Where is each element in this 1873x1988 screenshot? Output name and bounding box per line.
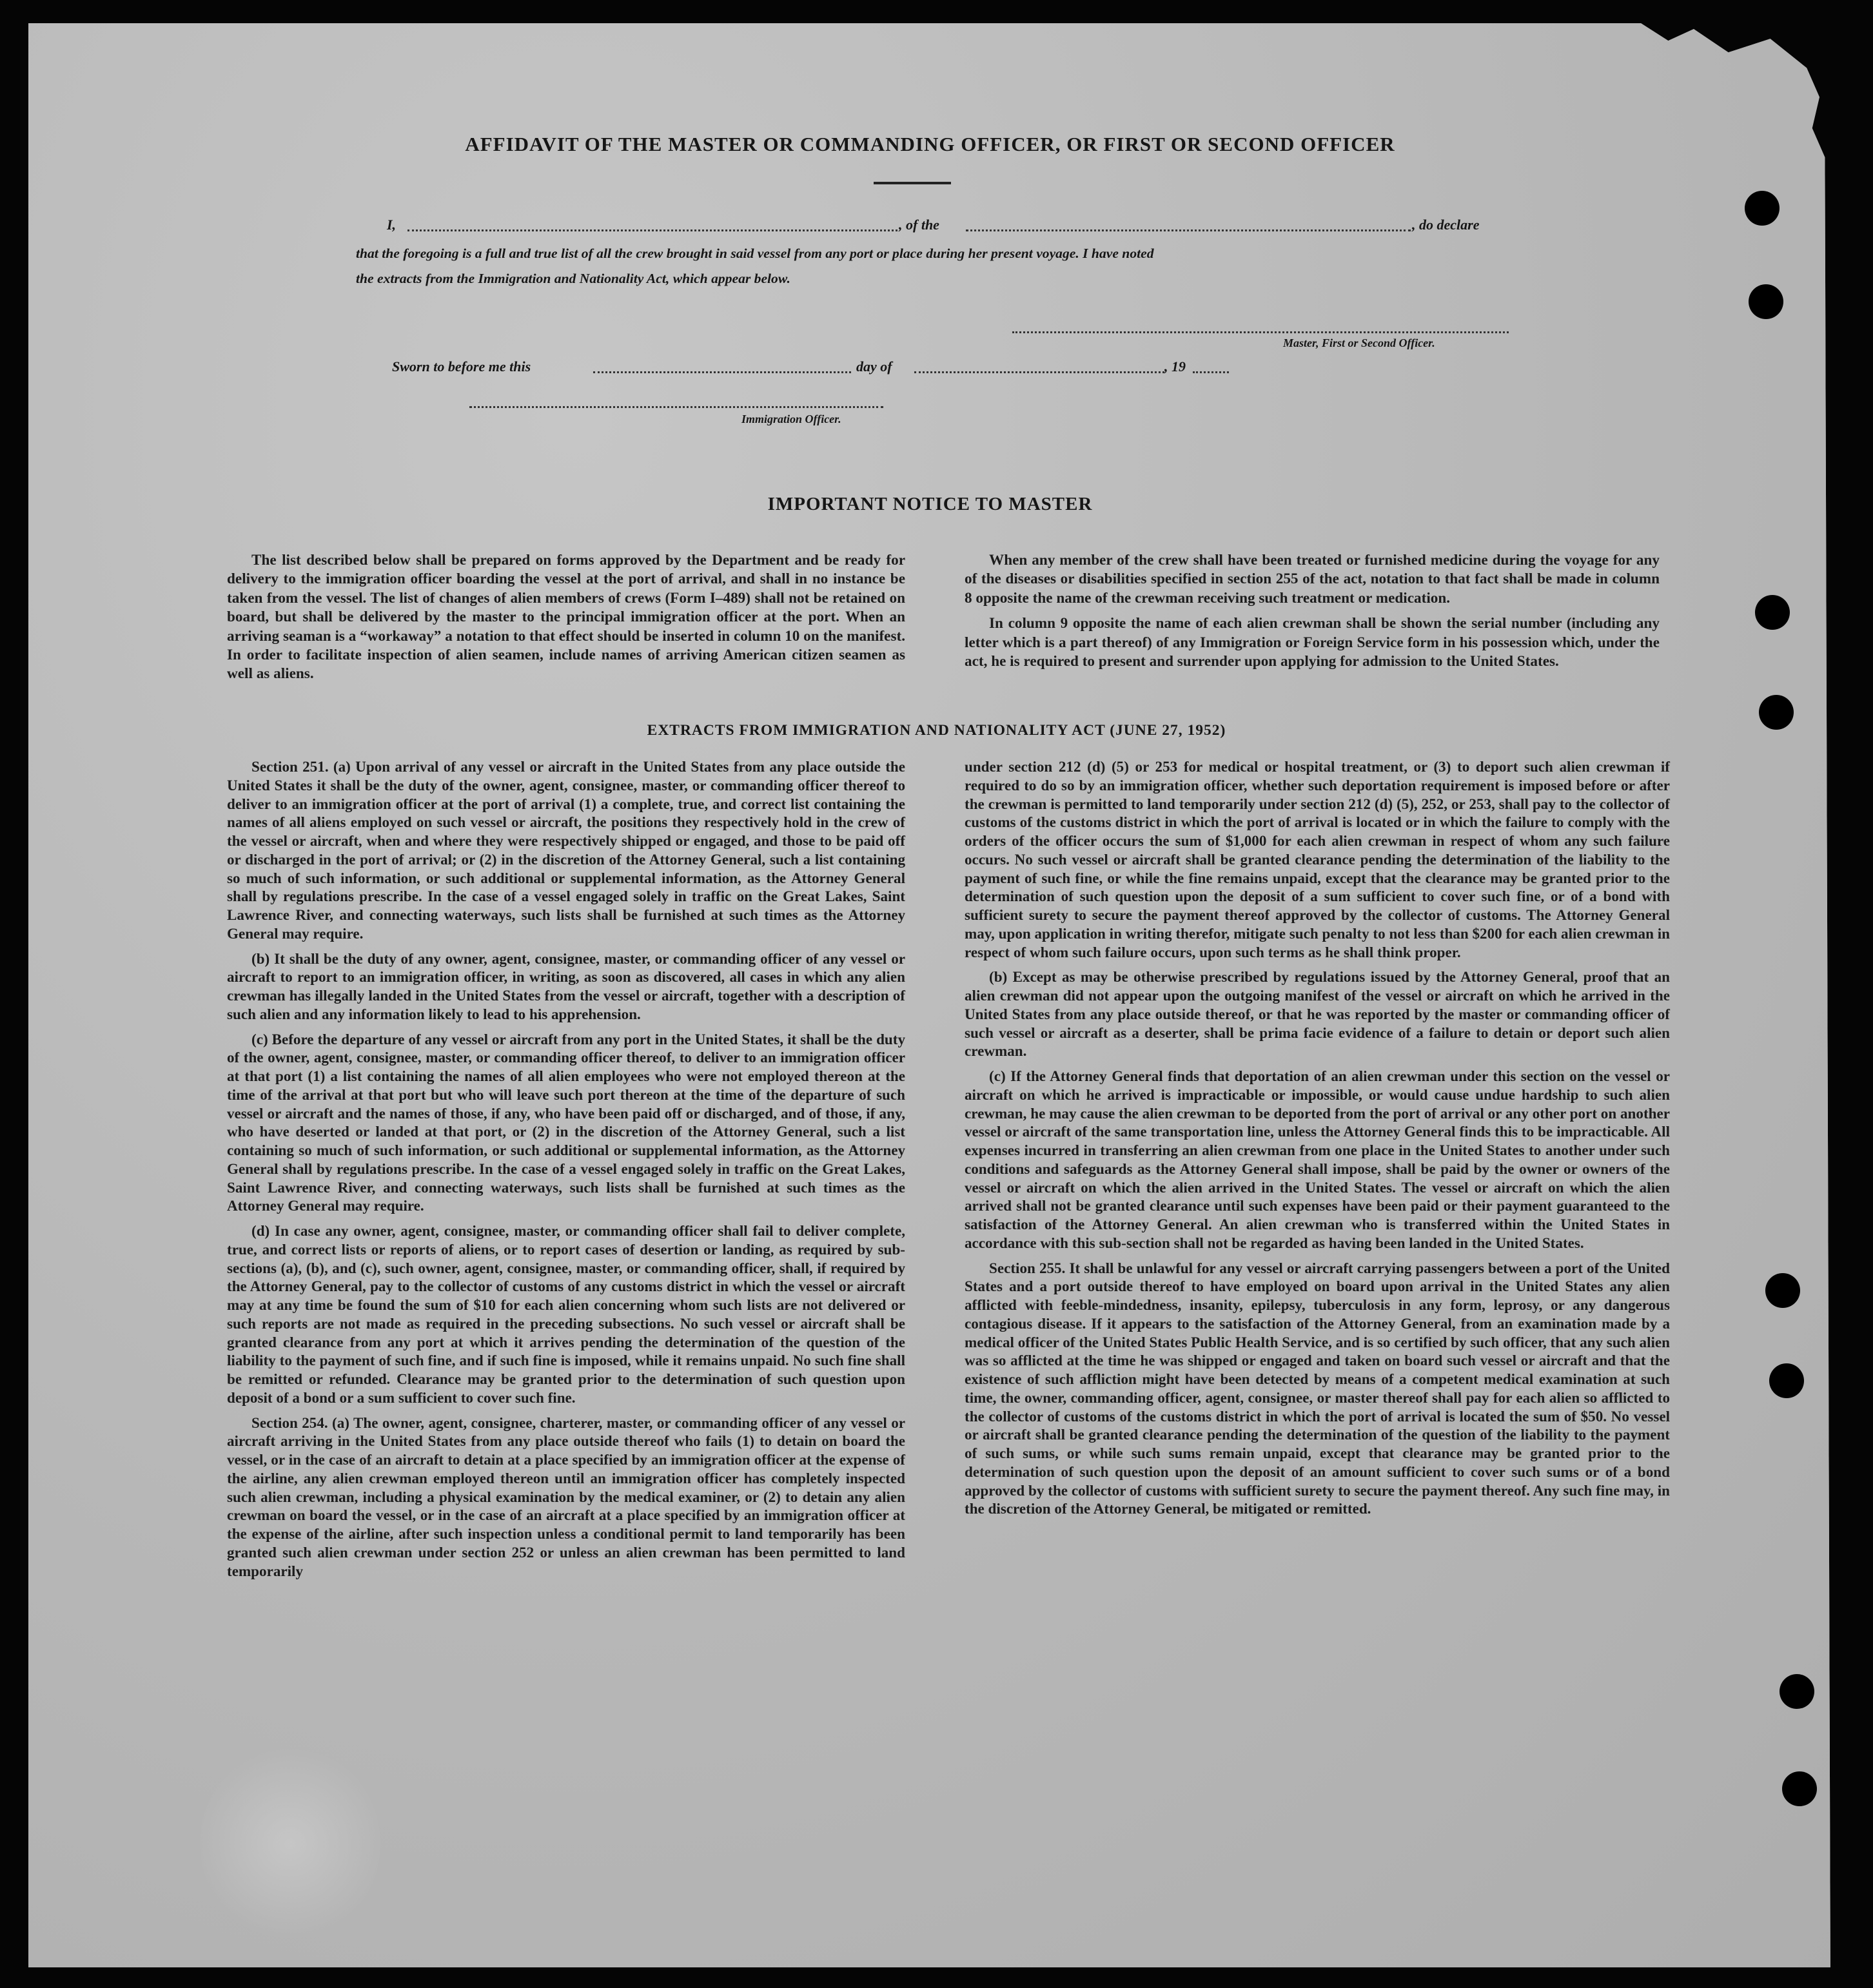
extract-paragraph: (c) Before the departure of any vessel or aircraft from any port in the United States, it shall be the duty of the owner, agent, consignee, master, or commanding officer thereof, to deliver to an immigration officer at that port (1) a list containing the names of all alien employees who were not employed thereon at the time of the arrival at that port but who will leave such port thereon at the time of the departure of such vessel or aircraft and the names of those, if any, who have been paid off or discharged, and of those, if any, who have deserted or landed at that port, or (2) in the discretion of the Attorney General, such a list containing so much of such information, or such additional or supplemental information, as the Attorney General shall by regulations prescribe. In the case of a vessel engaged solely in traffic on the Great Lakes, Saint Lawrence River, and connecting waterways, such lists shall be furnished at such times as the Attorney General may require. <box>227 1030 905 1214</box>
declarant-name-field[interactable] <box>407 229 897 231</box>
extract-paragraph: (d) In case any owner, agent, consignee, master, or commanding officer shall fail to deliver complete, true, and correct lists or reports of aliens, or to report cases of desertion or landing, as required by sub-sections (a), (b), and (c), such owner, agent, consignee, master, or commanding officer, shall, if required by the Attorney General, pay to the collector of customs of any customs district in which the vessel or aircraft may at any time be found the sum of $10 for each alien concerning whom such lists are not delivered or such reports are not made as required in the preceding subsections. No such vessel or aircraft shall be granted clearance from any port at which it arrives pending the determination of the question of the liability to the payment of such fine, and if such fine is imposed, while it remains unpaid. No such fine shall be remitted or refunded. Clearance may be granted prior to the determination of such question upon deposit of a bond or a sum sufficient to cover such fine. <box>227 1222 905 1406</box>
notice-paragraph: When any member of the crew shall have been treated or furnished medicine during the voyage for any of the diseases or disabilities specified in section 255 of the act, notation to that fact shall be made in column 8 opposite the name of the crewman receiving such treatment or medication. <box>965 552 1660 607</box>
binder-hole <box>1745 191 1780 226</box>
notice-paragraph: In column 9 opposite the name of each alien crewman shall be shown the serial number (including any letter which is a part thereof) of any Immigration or Foreign Service form in his possession which, under the act, he is required to present and surrender upon applying for admission to the United States. <box>965 615 1660 670</box>
binder-hole <box>1769 1363 1804 1398</box>
sworn-prefix: Sworn to before me this <box>392 358 531 375</box>
embossed-seal <box>200 1747 380 1940</box>
binder-hole <box>1765 1273 1800 1308</box>
title-rule <box>874 182 951 184</box>
declarant-prefix: I, <box>387 217 397 233</box>
affidavit-statement: that the foregoing is a full and true list of all the crew brought in said vessel from any port or place during her present voyage. I have noted <box>356 246 1154 261</box>
binder-hole <box>1782 1771 1817 1806</box>
affidavit-title: AFFIDAVIT OF THE MASTER OR COMMANDING OFFICER, OR FIRST OR SECOND OFFICER <box>465 133 1395 155</box>
sworn-day-field[interactable] <box>593 371 851 373</box>
binder-hole <box>1755 595 1790 630</box>
immigration-officer-signature-field[interactable] <box>469 406 883 408</box>
extracts-right-column <box>965 757 1670 1518</box>
extract-paragraph: Section 251. (a) Upon arrival of any vessel or aircraft in the United States from any place outside the United States it shall be the duty of the owner, agent, consignee, master, or commanding officer thereof to deliver to an immigration officer at the port of arrival (1) a complete, true, and correct list containing the names of all aliens employed on such vessel or aircraft, the positions they respectively hold in the crew of the vessel or aircraft, when and where they were respectively shipped or engaged, and those to be paid off or discharged in the port of arrival; or (2) in the discretion of the Attorney General, such a list containing so much of such information, or such additional or supplemental information, as the Attorney General shall by regulations prescribe. In the case of a vessel engaged solely in traffic on the Great Lakes, Saint Lawrence River, and connecting waterways, such lists shall be furnished at such times as the Attorney General may require. <box>227 758 905 942</box>
extracts-title: EXTRACTS FROM IMMIGRATION AND NATIONALITY ACT (JUNE 27, 1952) <box>647 722 1226 739</box>
master-signature-field[interactable] <box>1012 331 1509 333</box>
vessel-name-field[interactable] <box>966 229 1411 231</box>
notice-right-column <box>965 551 1660 671</box>
extract-paragraph: (c) If the Attorney General finds that deportation of an alien crewman under this section on the vessel or aircraft on which he arrived is impracticable or impossible, or would cause undue hardship to such alien crewman, he may cause the alien crewman to be deported from the port of arrival or any other port on another vessel or aircraft of the same transportation line, unless the Attorney General finds this to be impracticable. All expenses incurred in transferring an alien crewman from one place in the United States to another under such conditions and safeguards as the Attorney General shall impose, shall be paid by the owner or owners of the vessel or aircraft on which the alien arrived in the United States. The vessel or aircraft on which the alien arrived shall not be granted clearance until such expenses have been paid or their payment guaranteed to the satisfaction of the Attorney General. An alien crewman who is transferred within the United States in accordance with this sub-section shall not be regarded as having been landed in the United States. <box>965 1067 1670 1251</box>
extract-paragraph: (b) Except as may be otherwise prescribed by regulations issued by the Attorney General, proof that an alien crewman did not appear upon the outgoing manifest of the vessel or aircraft on which he arrived in the United States from any place outside thereof, or that he was reported by the master or commanding officer of such vessel or aircraft as a deserter, shall be prima facie evidence of a failure to detain or deport such alien crewman. <box>965 968 1670 1060</box>
sworn-day-of: day of <box>856 358 892 375</box>
sworn-year-prefix: , 19 <box>1164 358 1186 375</box>
affidavit-statement-cont: the extracts from the Immigration and Nationality Act, which appear below. <box>356 271 790 286</box>
notice-title: IMPORTANT NOTICE TO MASTER <box>767 494 1093 514</box>
extracts-left-column <box>227 757 905 1580</box>
immigration-officer-label: Immigration Officer. <box>741 413 841 425</box>
binder-hole <box>1749 284 1783 319</box>
extract-paragraph: Section 254. (a) The owner, agent, consignee, charterer, master, or commanding officer of any vessel or aircraft arriving in the United States from any place outside thereof who fails (1) to detain on board the vessel, or in the case of an aircraft to detain at a place specified by an immigration officer at the expense of the airline, any alien crewman employed thereon until an immigration officer has completely inspected such alien crewman, including a physical examination by the medical examiner, or (2) to detain any alien crewman on board the vessel, or in the case of an aircraft at a place specified by an immigration officer at the expense of the airline, after such inspection unless a conditional permit to land temporarily has been granted such alien crewman under section 252 or unless an alien crewman has been permitted to land temporarily <box>227 1414 905 1579</box>
notice-left-column <box>227 551 905 684</box>
extract-paragraph: (b) It shall be the duty of any owner, agent, consignee, master, or commanding officer of any vessel or aircraft to report to an immigration officer, in writing, as soon as discovered, all cases in which any alien crewman has illegally landed in the United States from the vessel or aircraft, together with a description of such alien and any information likely to lead to his apprehension. <box>227 950 905 1022</box>
binder-hole <box>1780 1674 1814 1709</box>
sworn-year-field[interactable] <box>1193 371 1229 373</box>
of-the-label: , of the <box>899 217 939 233</box>
sworn-month-field[interactable] <box>914 371 1164 373</box>
extract-paragraph: under section 212 (d) (5) or 253 for medical or hospital treatment, or (3) to deport such alien crewman if required to do so by an immigration officer, whether such deportation requirement is imposed before or after the crewman is permitted to land temporarily under section 212 (d) (5), 252, or 253, shall pay to the collector of customs of the customs district in which the port of arrival is located or in which the failure to comply with the orders of the officer occurs the sum of $1,000 for each alien crewman in respect of whom any such failure occurs. No such vessel or aircraft shall be granted clearance pending the determination of the liability to the payment of such fine, or while the fine remains unpaid, except that the clearance may be granted prior to the determination of such question upon the deposit of a sum sufficient to cover such fine, or of a bond with sufficient surety to secure the payment thereof approved by the collector of customs. The Attorney General may, upon application in writing therefor, mitigate such penalty to not less than $200 for each alien crewman in respect of whom such failure occurs, upon such terms as he shall think proper. <box>965 758 1670 960</box>
do-declare-label: , do declare <box>1412 217 1480 233</box>
master-label: Master, First or Second Officer. <box>1283 336 1435 349</box>
notice-paragraph: The list described below shall be prepared on forms approved by the Department and be ready for delivery to the immigration officer boarding the vessel at the port of arrival, and shall in no instance be taken from the vessel. The list of changes of alien members of crews (Form I–489) shall not be retained on board, but shall be delivered by the master to the principal immigration officer at the port. When an arriving seaman is a “workaway” a notation to that effect should be inserted in column 10 on the manifest. In order to facilitate inspection of alien seamen, include names of arriving American citizen seamen as well as aliens. <box>227 552 905 683</box>
extract-paragraph: Section 255. It shall be unlawful for any vessel or aircraft carrying passengers between a port of the United States and a port outside thereof to have employed on board upon arrival in the United States any alien afflicted with feeble-mindedness, insanity, epilepsy, tuberculosis in any form, leprosy, or any dangerous contagious disease. If it appears to the satisfaction of the Attorney General, from an examination made by a medical officer of the United States Public Health Service, and is so certified by such officer, that any such alien was so afflicted at the time he was shipped or engaged and taken on board such vessel or aircraft and that the existence of such affliction might have been detected by means of a competent medical examination at such time, the owner, commanding officer, agent, consignee, or master thereof shall pay for each alien so afflicted to the collector of customs of the customs district in which the port of arrival is located the sum of $50. No vessel or aircraft shall be granted clearance pending the determination of the question of the liability to the payment of such sums, or while such sums remain unpaid, except that clearance may be granted prior to the determination of such question upon the deposit of an amount sufficient to cover such sums or of a bond approved by the collector of customs with sufficient surety to secure the payment thereof. Any such fine may, in the discretion of the Attorney General, be mitigated or remitted. <box>965 1259 1670 1517</box>
